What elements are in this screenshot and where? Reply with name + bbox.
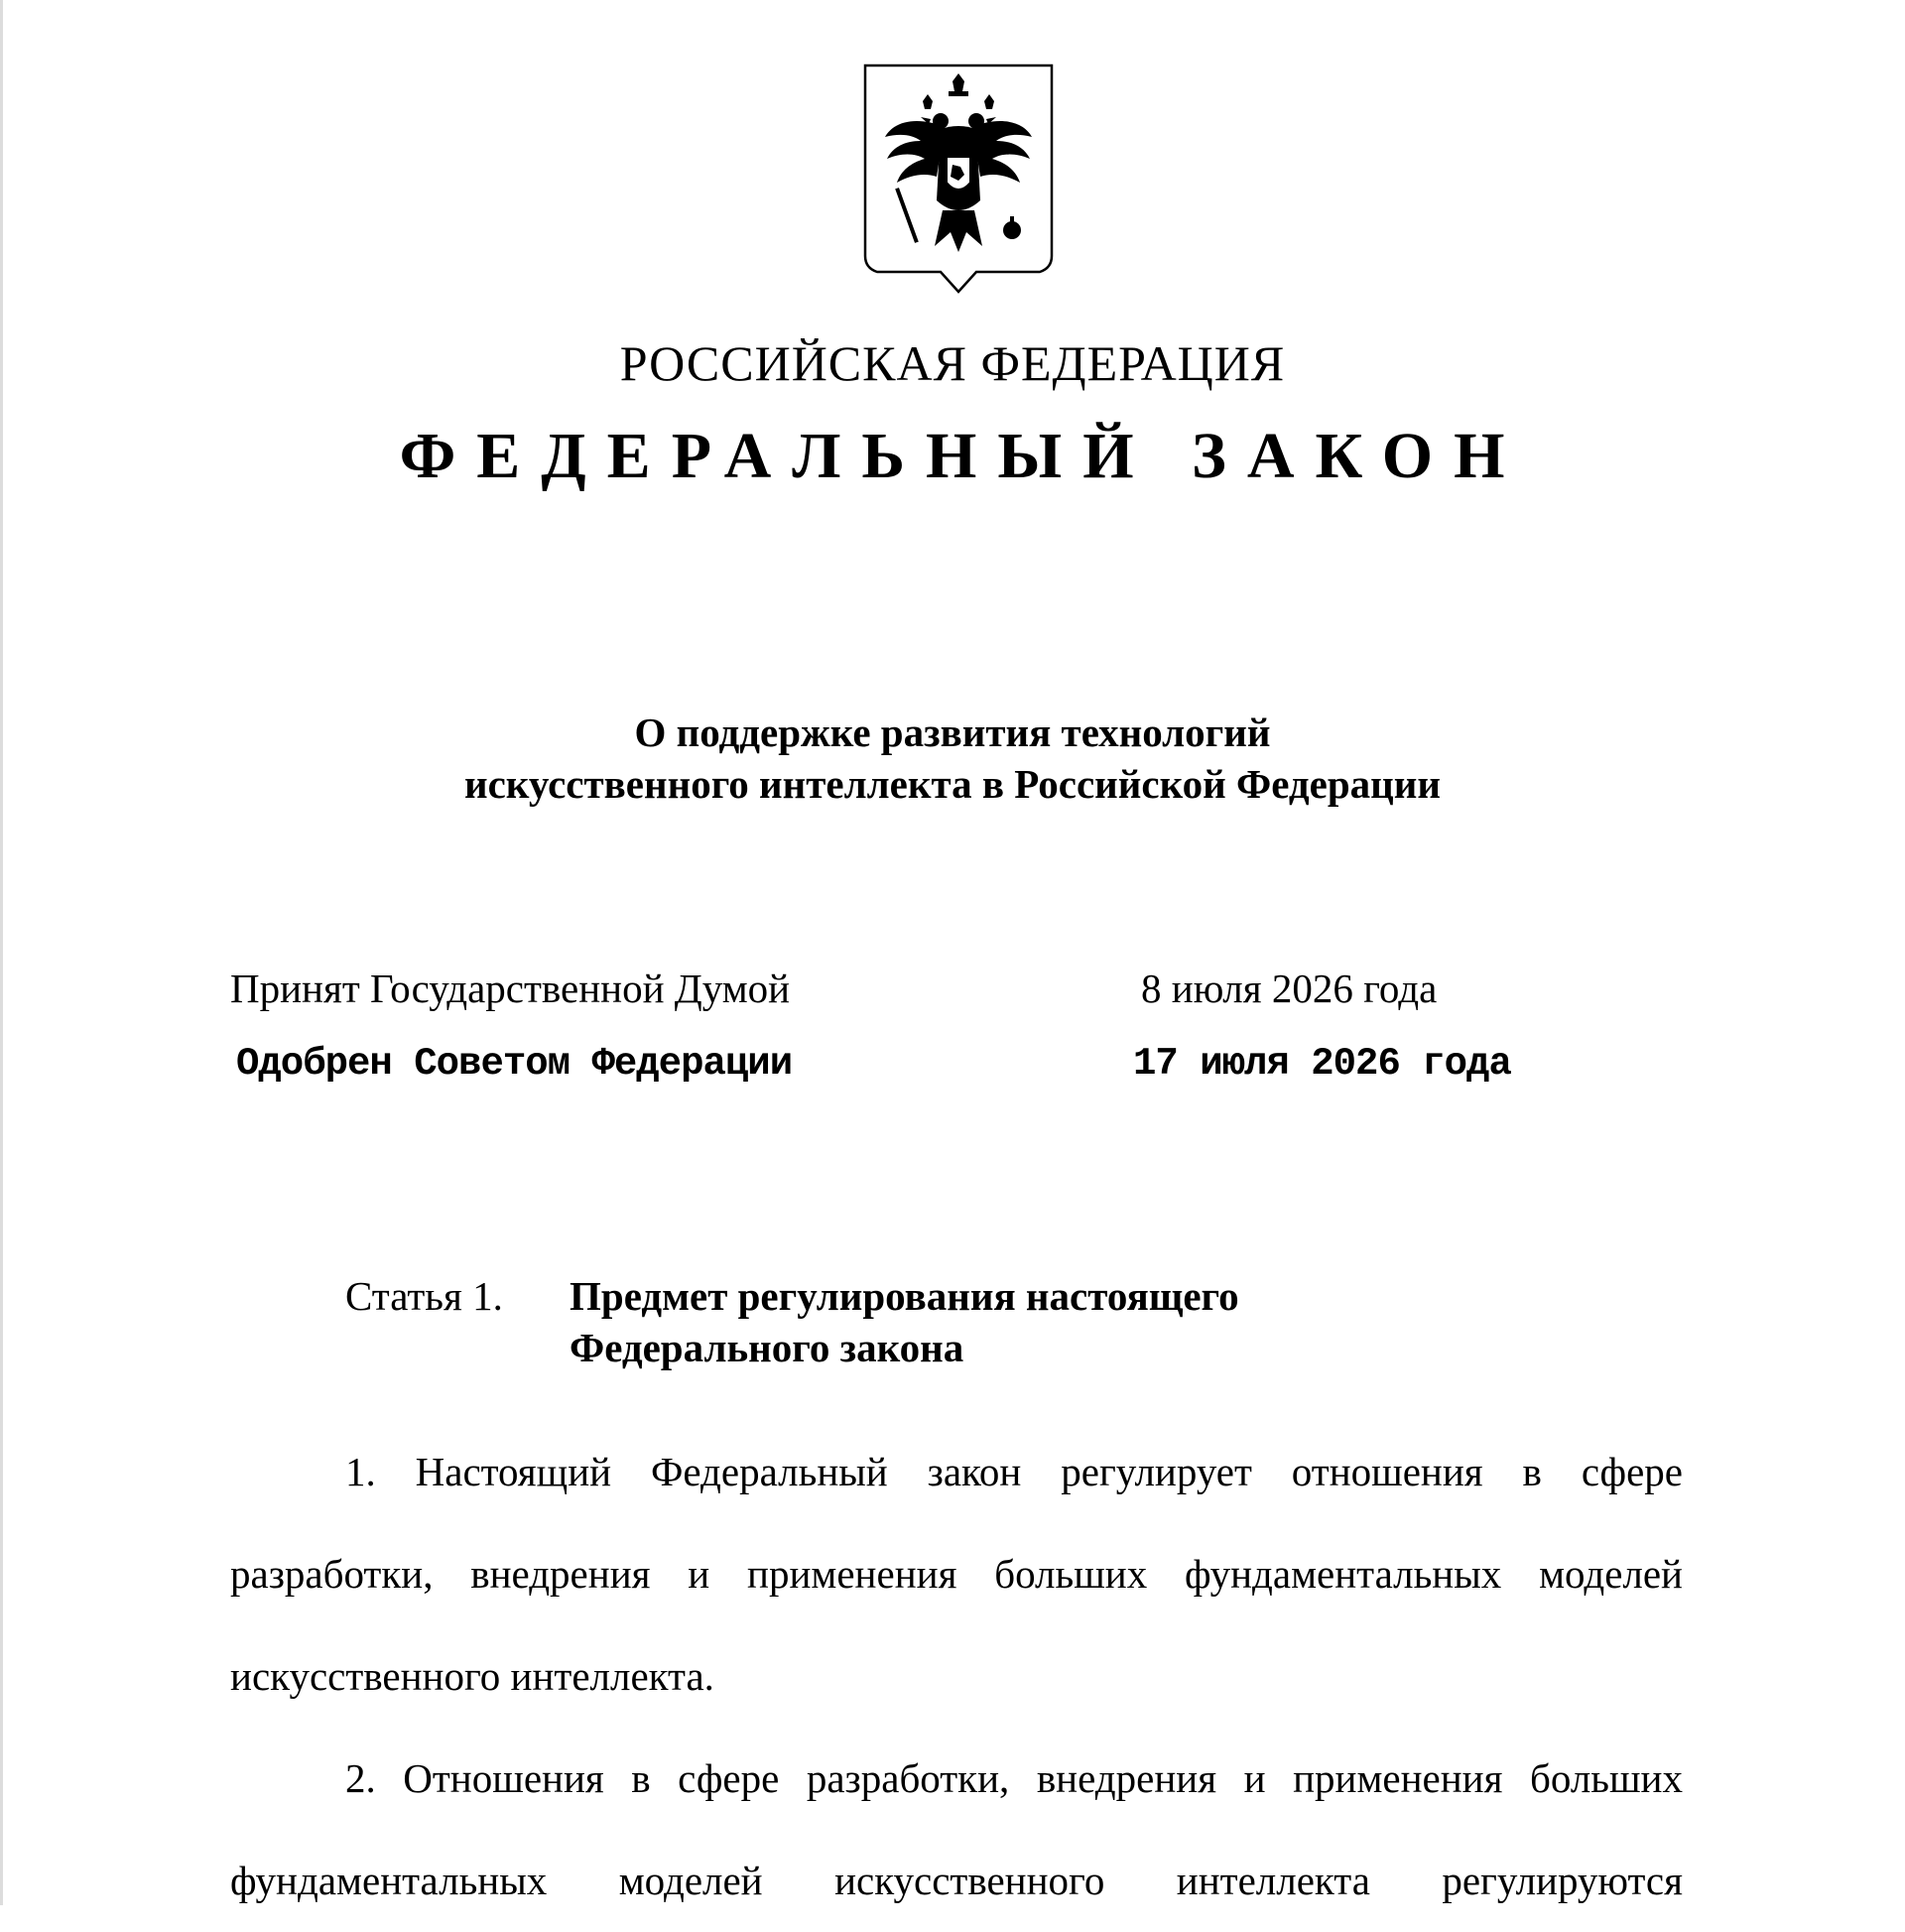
country-heading: РОССИЙСКАЯ ФЕДЕРАЦИЯ: [619, 335, 1286, 391]
article-number: Статья 1.: [345, 1273, 503, 1319]
duma-adoption-row: [230, 965, 1570, 1016]
russian-coat-of-arms-icon: [861, 62, 1056, 296]
page-edge: [0, 0, 3, 1905]
paragraph-1: [230, 1421, 1683, 1728]
council-approval-row: [230, 1042, 1570, 1094]
duma-date: 8 июля 2026 года: [1141, 966, 1438, 1011]
paragraph-1-line-3: искусственного интеллекта.: [230, 1653, 714, 1699]
law-type-heading: ФЕДЕРАЛЬНЫЙ ЗАКОН: [399, 420, 1526, 492]
law-title: [0, 707, 1905, 810]
paragraph-2-line-2: фундаментальных моделей искусственного интеллекта регулируются: [230, 1858, 1683, 1903]
council-date: 17 июля 2026 года: [1133, 1042, 1511, 1086]
paragraph-2-line-1: 2. Отношения в сфере разработки, внедрения и применения больших: [345, 1755, 1683, 1801]
council-label: Одобрен Советом Федерации: [236, 1042, 793, 1086]
law-title-line-2: искусственного интеллекта в Российской Федерации: [463, 761, 1442, 807]
article-body: [230, 1421, 1683, 1932]
article-title-line-1: Предмет регулирования настоящего: [570, 1273, 1239, 1319]
law-title-line-1: О поддержке развития технологий: [634, 709, 1271, 755]
paragraph-1-line-1: 1. Настоящий Федеральный закон регулирует отношения в сфере: [345, 1449, 1683, 1494]
duma-label: Принят Государственной Думой: [230, 966, 791, 1011]
paragraph-2: [230, 1728, 1683, 1932]
article-title: [570, 1270, 1239, 1373]
article-title-line-2: Федерального закона: [570, 1325, 964, 1370]
paragraph-1-line-2: разработки, внедрения и применения больших фундаментальных моделей: [230, 1551, 1683, 1597]
